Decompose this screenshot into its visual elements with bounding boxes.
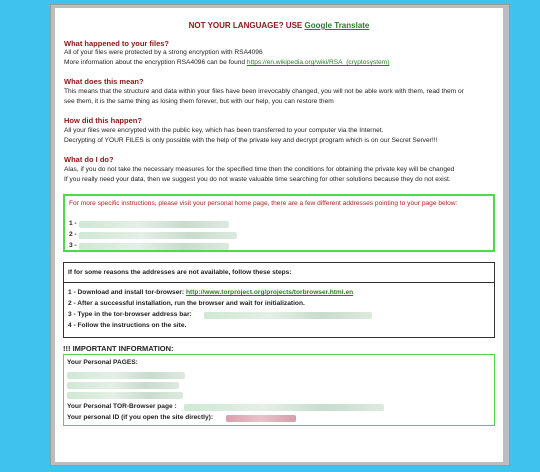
important-heading: !!! IMPORTANT INFORMATION: [63,344,174,353]
redacted-page-link[interactable] [67,382,179,389]
section-text: All your files were encrypted with the public key, which has been transferred to your computer via the Internet. [64,127,384,134]
redacted-page-link[interactable] [67,372,185,379]
redacted-personal-id [226,415,296,422]
tor-step-4: 4 - Follow the instructions on the site. [68,322,187,329]
personal-pages-box [63,194,495,252]
page-title: NOT YOUR LANGUAGE? USE Google Translate [188,21,370,30]
personal-id-label: Your personal ID (if you open the site directly): [67,414,214,421]
section-text: All of your files were protected by a strong encryption with RSA4096 [64,49,263,56]
tor-step-3: 3 - Type in the tor-browser address bar: [68,311,192,318]
redacted-address-link[interactable] [79,243,229,250]
tor-step-2: 2 - After a successful installation, run the browser and wait for initialization. [68,300,305,307]
google-translate-link[interactable]: Google Translate [304,21,370,30]
redacted-onion-address [204,312,372,319]
tor-browser-page-label: Your Personal TOR-Browser page : [67,403,177,410]
tor-steps-heading: If for some reasons the addresses are not available, follow these steps: [68,269,292,276]
redacted-page-link[interactable] [67,392,183,399]
personal-pages-label: Your Personal PAGES: [67,359,138,366]
address-number: 3 - [69,242,77,249]
section-heading-how-did-this-happen: How did this happen? [64,116,142,125]
address-number: 1 - [69,220,77,227]
section-heading-what-do-i-do: What do I do? [64,155,114,164]
redacted-tor-page [184,404,384,411]
torproject-link[interactable]: http://www.torproject.org/projects/torbrowser.html.en [185,289,354,296]
section-heading-what-does-this-mean: What does this mean? [64,77,144,86]
section-text: More information about the encryption RSA4096 can be found https://en.wikipedia.org/wiki/RSA_(cryptosystem) [64,59,390,66]
important-info-box [63,354,495,426]
instructions-intro: For more specific instructions, please visit your personal home page, there are a few different addresses pointing to your page below: [69,200,458,207]
ransom-note-page [55,8,503,462]
section-heading-what-happened: What happened to your files? [64,39,170,48]
section-text: see them, it is the same thing as losing them forever, but with our help, you can restore them [64,98,334,105]
section-text: Alas, if you do not take the necessary measures for the specified time then the conditions for obtaining the private key will be changed [64,166,455,173]
section-text: Decrypting of YOUR FILES is only possible with the help of the private key and decrypt program which is on our Secret Server!!! [64,137,438,144]
tor-steps-box [63,262,495,338]
redacted-address-link[interactable] [79,232,237,239]
tor-step-1: 1 - Download and install tor-browser: http://www.torproject.org/projects/torbrowser.html.en [68,289,354,296]
redacted-address-link[interactable] [79,221,229,228]
address-number: 2 - [69,231,77,238]
divider [64,282,494,283]
section-text: This means that the structure and data within your files have been irrevocably changed, you will not be able work with them, read them or [64,88,464,95]
section-text: If you really need your data, then we suggest you do not waste valuable time searching for other solutions because they do not exist. [64,176,451,183]
wikipedia-rsa-link[interactable]: https://en.wikipedia.org/wiki/RSA_(cryptosystem) [246,59,390,66]
